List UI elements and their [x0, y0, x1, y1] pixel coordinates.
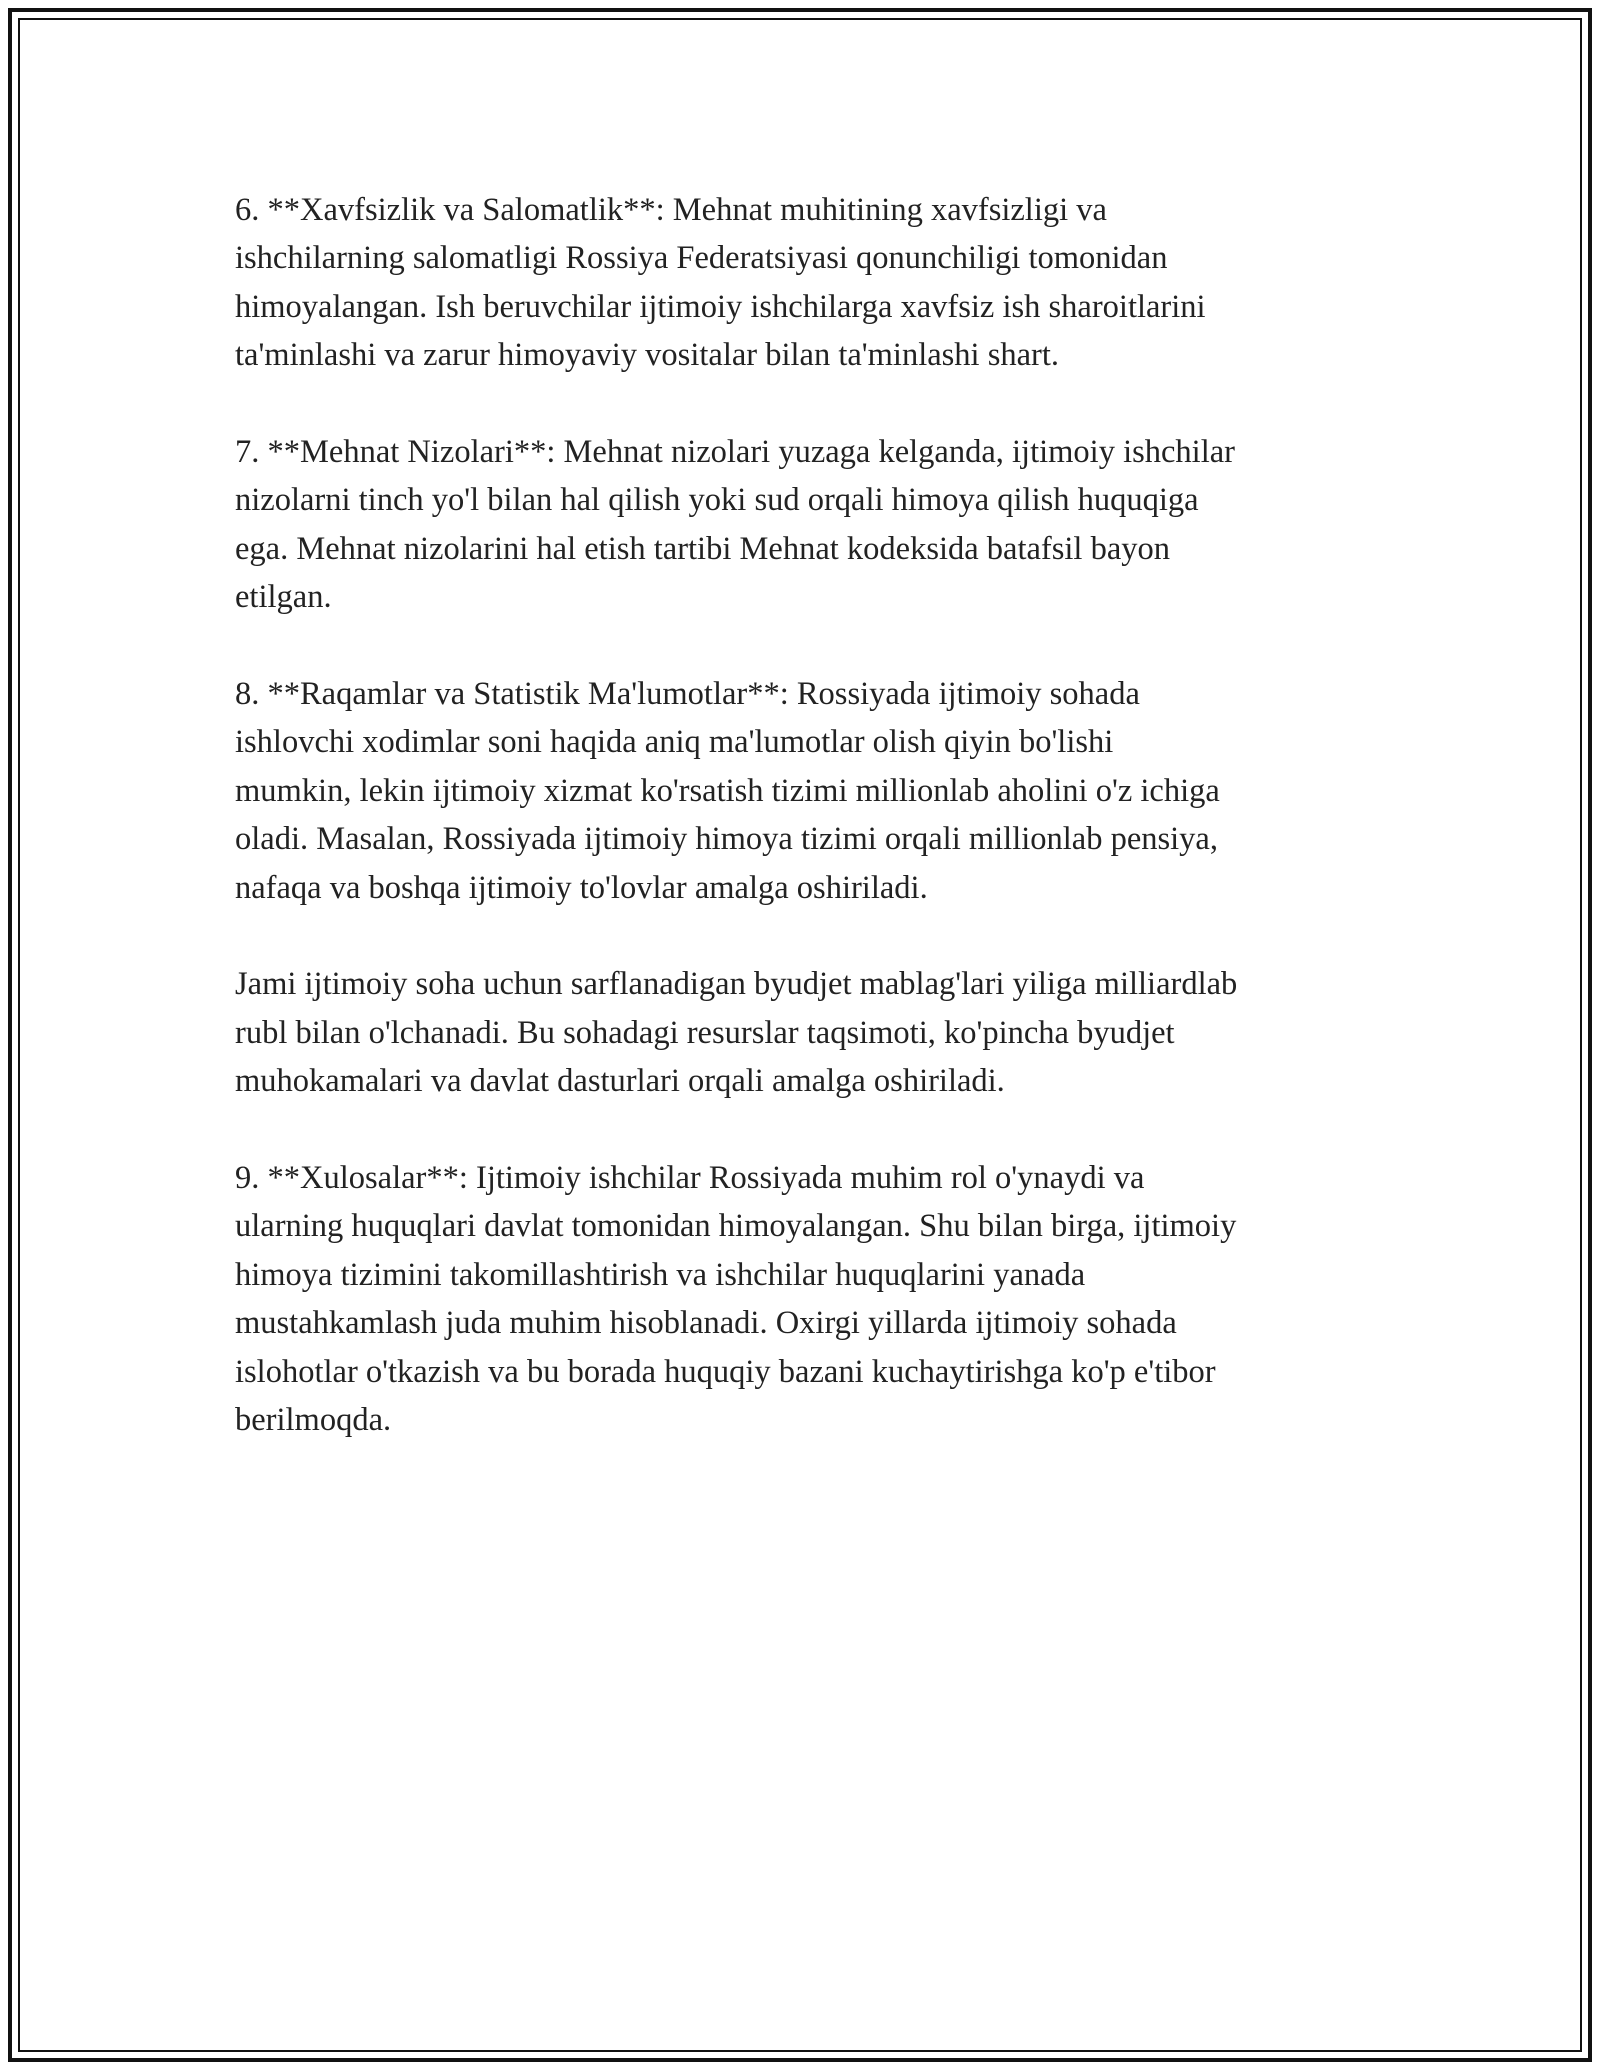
- text-line: berilmoqda.: [235, 1402, 392, 1439]
- text-line: ularning huquqlari davlat tomonidan himoyalangan. Shu bilan birga, ijtimoiy: [235, 1208, 1237, 1245]
- text-line: ega. Mehnat nizolarini hal etish tartibi Mehnat kodeksida batafsil bayon: [235, 530, 1171, 567]
- paragraph-statistics: [235, 670, 1385, 912]
- text-line: ishchilarning salomatligi Rossiya Federatsiyasi qonunchiligi tomonidan: [235, 240, 1168, 277]
- paragraph-budget: [235, 960, 1385, 1105]
- document-body: [235, 186, 1385, 1493]
- text-line: himoya tizimini takomillashtirish va ishchilar huquqlarini yanada: [235, 1256, 1086, 1293]
- text-line: nafaqa va boshqa ijtimoiy to'lovlar amalga oshiriladi.: [235, 869, 928, 906]
- paragraph-safety-health: [235, 186, 1385, 380]
- text-line: 8. **Raqamlar va Statistik Ma'lumotlar**: Rossiyada ijtimoiy sohada: [235, 676, 1140, 713]
- paragraph-labor-disputes: [235, 428, 1385, 622]
- text-line: mumkin, lekin ijtimoiy xizmat ko'rsatish tizimi millionlab aholini o'z ichiga: [235, 772, 1220, 809]
- text-line: himoyalangan. Ish beruvchilar ijtimoiy ishchilarga xavfsiz ish sharoitlarini: [235, 288, 1206, 325]
- text-line: 6. **Xavfsizlik va Salomatlik**: Mehnat muhitining xavfsizligi va: [235, 192, 1107, 228]
- text-line: etilgan.: [235, 579, 332, 616]
- text-line: rubl bilan o'lchanadi. Bu sohadagi resurslar taqsimoti, ko'pincha byudjet: [235, 1014, 1175, 1051]
- text-line: Jami ijtimoiy soha uchun sarflanadigan byudjet mablag'lari yiliga milliardlab: [235, 966, 1238, 1003]
- text-line: oladi. Masalan, Rossiyada ijtimoiy himoya tizimi orqali millionlab pensiya,: [235, 821, 1218, 858]
- text-line: islohotlar o'tkazish va bu borada huquqiy bazani kuchaytirishga ko'p e'tibor: [235, 1353, 1216, 1390]
- text-line: 7. **Mehnat Nizolari**: Mehnat nizolari yuzaga kelganda, ijtimoiy ishchilar: [235, 434, 1235, 471]
- text-line: 9. **Xulosalar**: Ijtimoiy ishchilar Rossiyada muhim rol o'ynaydi va: [235, 1160, 1145, 1197]
- text-line: mustahkamlash juda muhim hisoblanadi. Oxirgi yillarda ijtimoiy sohada: [235, 1305, 1177, 1342]
- text-line: nizolarni tinch yo'l bilan hal qilish yoki sud orqali himoya qilish huquqiga: [235, 482, 1199, 519]
- text-line: ishlovchi xodimlar soni haqida aniq ma'lumotlar olish qiyin bo'lishi: [235, 724, 1114, 761]
- text-line: muhokamalari va davlat dasturlari orqali amalga oshiriladi.: [235, 1063, 1005, 1100]
- text-line: ta'minlashi va zarur himoyaviy vositalar bilan ta'minlashi shart.: [235, 337, 1060, 374]
- paragraph-conclusions: [235, 1154, 1385, 1444]
